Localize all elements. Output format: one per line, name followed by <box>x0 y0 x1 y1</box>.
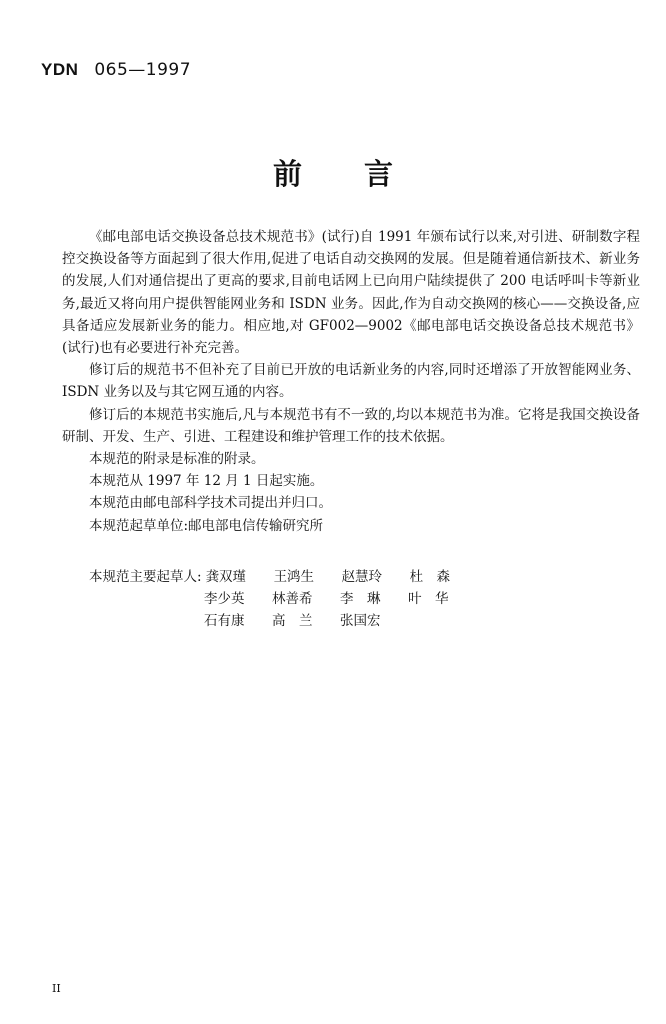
paragraph-3: 修订后的本规范书实施后,凡与本规范书有不一致的,均以本规范书为准。它将是我国交换设备研制、开发、生产、引进、工程建设和维护管理工作的技术依据。 <box>62 406 640 445</box>
drafter-name: 李 琳 <box>340 591 381 608</box>
drafter-name: 龚双瑾 <box>205 569 247 585</box>
foreword-body <box>62 226 640 537</box>
statement-appendix: 本规范的附录是标准的附录。 <box>89 451 265 468</box>
title-char-2: 言 <box>364 157 394 191</box>
statement-proposer: 本规范由邮电部科学技术司提出并归口。 <box>89 495 332 512</box>
drafters-row <box>62 566 460 588</box>
drafters-label: 本规范主要起草人: <box>89 569 202 585</box>
drafter-name: 叶 华 <box>408 591 449 608</box>
page-title <box>0 152 666 193</box>
paragraph-2: 修订后的规范书不但补充了目前已开放的电话新业务的内容,同时还增添了开放智能网业务、ISDN 业务以及与其它网互通的内容。 <box>62 362 640 401</box>
drafter-name: 杜 森 <box>409 569 451 585</box>
drafters-row <box>62 610 460 632</box>
title-char-1: 前 <box>272 157 302 191</box>
drafter-name: 林善希 <box>272 591 313 608</box>
drafter-name: 张国宏 <box>340 613 381 630</box>
standard-number: 065—1997 <box>94 60 192 80</box>
drafter-name: 王鸿生 <box>273 569 315 585</box>
paragraph-1: 《邮电部电话交换设备总技术规范书》(试行)自 1991 年颁布试行以来,对引进、研制数字程控交换设备等方面起到了很大作用,促进了电话自动交换网的发展。但是随着通信新技术、新业务的发展,人们对通信提出了更高的要求,目前电话网上已向用户陆续提供了 200 电话呼叫卡等新业务,最近又将向用户提供智能网业务和 ISDN 业务。因此,作为自动交换网的核心——交换设备,应具备适应发展新业务的能力。相应地,对 GF002—9002《邮电部电话交换设备总技术规范书》(试行)也有必要进行补充完善。 <box>62 229 640 357</box>
drafter-name: 石有康 <box>204 613 245 630</box>
drafters-row <box>62 588 460 610</box>
drafters-block <box>62 566 460 633</box>
standard-code: YDN <box>41 60 79 79</box>
drafter-name: 李少英 <box>204 591 245 608</box>
drafter-name: 赵慧玲 <box>341 569 383 585</box>
statement-drafting-unit: 本规范起草单位:邮电部电信传输研究所 <box>89 517 324 534</box>
standard-header <box>41 60 191 80</box>
page-number: II <box>52 982 61 995</box>
statement-effective-date: 本规范从 1997 年 12 月 1 日起实施。 <box>89 473 324 490</box>
drafter-name: 高 兰 <box>272 613 313 630</box>
